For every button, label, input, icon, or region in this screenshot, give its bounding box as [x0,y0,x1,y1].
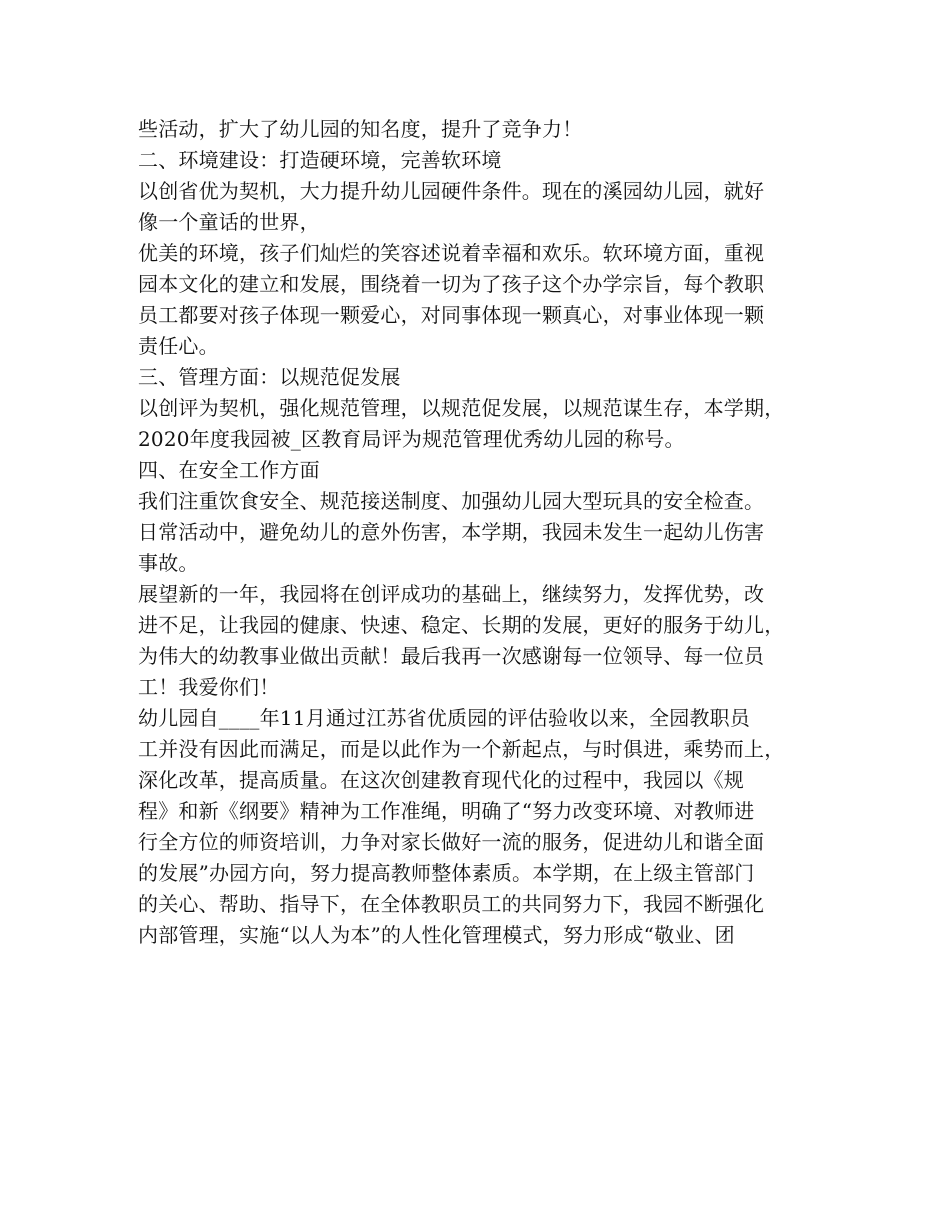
text-line: 员工都要对孩子体现一颗爱心，对同事体现一颗真心，对事业体现一颗 [138,303,765,327]
text-line: 事故。 [138,551,199,575]
text-line: 责任心。 [138,334,219,358]
text-line: 以创评为契机，强化规范管理，以规范促发展，以规范谋生存，本学期， [138,396,785,420]
section-heading-environment: 二、环境建设：打造硬环境，完善软环境 [138,148,502,172]
text-line: 为伟大的幼教事业做出贡献！最后我再一次感谢每一位领导、每一位员 [138,644,765,668]
text-line: 些活动，扩大了幼儿园的知名度，提升了竞争力！ [138,117,583,141]
text-line: 幼儿园自____年11月通过江苏省优质园的评估验收以来，全园教职员 [138,706,751,730]
text-line: 工！我爱你们！ [138,675,280,699]
text-line: 进不足，让我园的健康、快速、稳定、长期的发展，更好的服务于幼儿， [138,613,785,637]
text-line: 展望新的一年，我园将在创评成功的基础上，继续努力，发挥优势，改 [138,582,765,606]
section-heading-safety: 四、在安全工作方面 [138,458,320,482]
text-line: 深化改革，提高质量。在这次创建教育现代化的过程中，我园以《规 [138,768,744,792]
text-line: 像一个童话的世界， [138,210,320,234]
text-line: 行全方位的师资培训，力争对家长做好一流的服务，促进幼儿和谐全面 [138,830,765,854]
text-line: 内部管理，实施“以人为本”的人性化管理模式，努力形成“敬业、团 [138,923,735,947]
text-line: 优美的环境，孩子们灿烂的笑容述说着幸福和欢乐。软环境方面，重视 [138,241,765,265]
document-body [138,114,828,951]
text-line: 以创省优为契机，大力提升幼儿园硬件条件。现在的溪园幼儿园，就好 [138,179,765,203]
text-line: 的关心、帮助、指导下，在全体教职员工的共同努力下，我园不断强化 [138,892,765,916]
text-line: 程》和新《纲要》精神为工作准绳，明确了“努力改变环境、对教师进 [138,799,755,823]
text-line: 的发展”办园方向，努力提高教师整体素质。本学期，在上级主管部门 [138,861,755,885]
text-line: 工并没有因此而满足，而是以此作为一个新起点，与时俱进，乘势而上， [138,737,785,761]
text-line: 园本文化的建立和发展，围绕着一切为了孩子这个办学宗旨，每个教职 [138,272,765,296]
text-line: 2020年度我园被_区教育局评为规范管理优秀幼儿园的称号。 [138,427,685,451]
section-heading-management: 三、管理方面：以规范促发展 [138,365,401,389]
text-line: 我们注重饮食安全、规范接送制度、加强幼儿园大型玩具的安全检查。 [138,489,765,513]
text-line: 日常活动中，避免幼儿的意外伤害，本学期，我园未发生一起幼儿伤害 [138,520,765,544]
